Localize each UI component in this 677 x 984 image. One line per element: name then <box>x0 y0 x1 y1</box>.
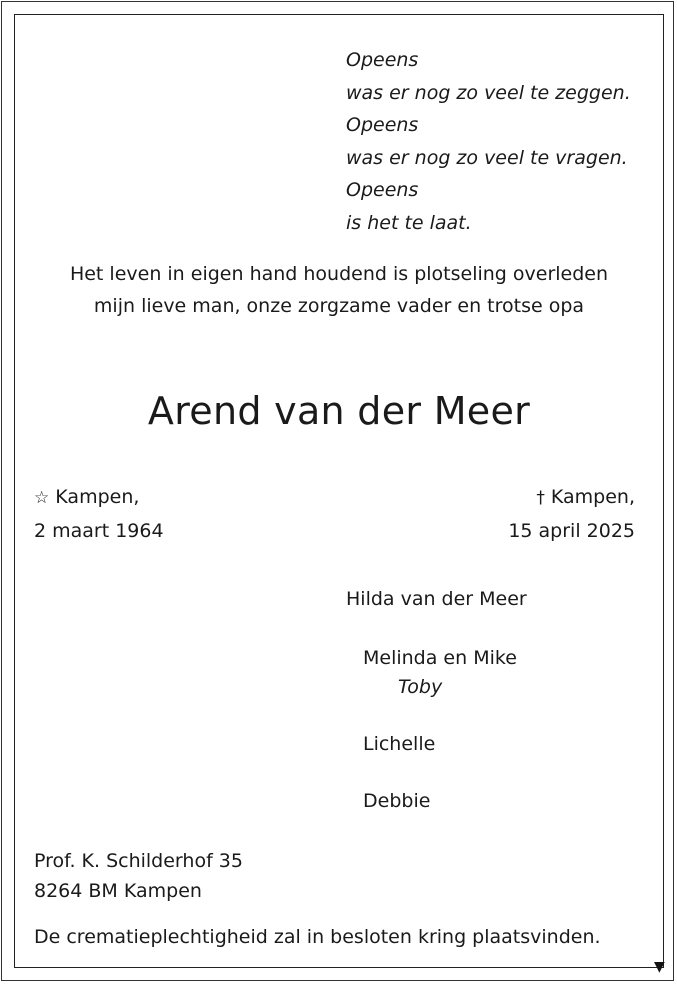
birth-place: Kampen, <box>55 486 140 508</box>
child-name-3: Debbie <box>363 790 431 812</box>
announcement-line-2: mijn lieve man, onze zorgzame vader en trotse opa <box>93 295 585 317</box>
birth-date: 2 maart 1964 <box>34 520 164 542</box>
poem-line-6: is het te laat. <box>346 211 472 234</box>
poem-line-3: Opeens <box>346 114 419 136</box>
death-info <box>508 481 635 548</box>
child-name-2: Lichelle <box>363 733 436 755</box>
deceased-name: Arend van der Meer <box>147 389 531 433</box>
address-city: 8264 BM Kampen <box>34 880 202 902</box>
star-icon: ☆ <box>34 488 50 508</box>
grandchild-name: Toby <box>398 676 443 698</box>
spouse-name: Hilda van der Meer <box>346 588 527 610</box>
poem-line-1: Opeens <box>346 49 419 71</box>
child-names-1: Melinda en Mike <box>363 647 517 669</box>
continue-arrow-icon: ▼ <box>654 959 665 975</box>
address <box>34 846 243 906</box>
poem <box>346 44 631 239</box>
announcement-line-1: Het leven in eigen hand houdend is plotseling overleden <box>69 263 609 285</box>
poem-line-5: Opeens <box>346 179 419 201</box>
death-date: 15 april 2025 <box>508 520 635 542</box>
poem-line-2: was er nog zo veel te zeggen. <box>346 81 631 104</box>
death-place: Kampen, <box>550 486 635 508</box>
cross-icon: † <box>536 488 545 508</box>
birth-info <box>34 481 164 548</box>
poem-line-4: was er nog zo veel te vragen. <box>346 146 628 169</box>
ceremony-notice: De crematieplechtigheid zal in besloten kring plaatsvinden. <box>34 926 601 948</box>
address-street: Prof. K. Schilderhof 35 <box>34 850 243 872</box>
announcement-text <box>14 258 664 322</box>
family-list <box>346 585 527 816</box>
